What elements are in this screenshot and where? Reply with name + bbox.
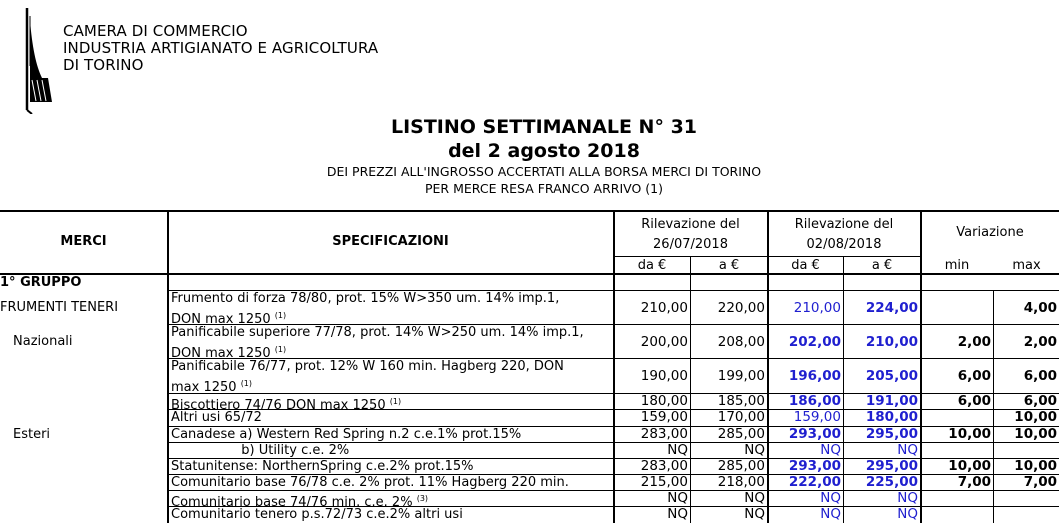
price-da-prev: 283,00 xyxy=(640,458,688,474)
spec-line: DON max 1250 $^{(1)}$ xyxy=(171,345,287,361)
spec-line: Panificabile superiore 77/78, prot. 14% W>250 um. 14% imp.1, xyxy=(171,325,584,340)
variation-max: 6,00 xyxy=(1023,368,1057,384)
header-da-2: da € xyxy=(791,258,820,273)
subcategory-nazionali: Nazionali xyxy=(13,334,73,349)
price-a-current: 295,00 xyxy=(865,458,918,474)
spec-line: max 1250 $^{(1)}$ xyxy=(171,379,253,395)
variation-max: 6,00 xyxy=(1023,393,1057,409)
price-da-current: 196,00 xyxy=(788,368,841,384)
price-a-current: 224,00 xyxy=(865,300,918,316)
header-rilevazione-2-date: 02/08/2018 xyxy=(806,237,882,252)
organization-name xyxy=(63,23,378,74)
header-min: min xyxy=(944,258,970,273)
header-max: max xyxy=(1012,258,1041,273)
price-a-prev: 285,00 xyxy=(717,426,765,442)
price-a-prev: 199,00 xyxy=(717,368,765,384)
price-a-prev: 218,00 xyxy=(717,474,765,490)
spec-line: Comunitario tenero p.s.72/73 c.e.2% altri usi xyxy=(171,507,463,522)
price-da-prev: 283,00 xyxy=(640,426,688,442)
price-a-prev: 208,00 xyxy=(717,334,765,350)
price-da-prev: 210,00 xyxy=(640,300,688,316)
listino-subtitle-1: DEI PREZZI ALL'INGROSSO ACCERTATI ALLA BORSA MERCI DI TORINO xyxy=(326,164,762,179)
variation-min: 6,00 xyxy=(957,368,991,384)
header-rilevazione-1: Rilevazione del xyxy=(641,217,740,232)
listino-subtitle-2: PER MERCE RESA FRANCO ARRIVO (1) xyxy=(425,181,663,196)
category-frumenti-teneri: FRUMENTI TENERI xyxy=(0,300,119,315)
price-a-current: NQ xyxy=(897,490,918,506)
variation-max: 10,00 xyxy=(1014,458,1057,474)
price-da-prev: NQ xyxy=(667,442,688,458)
price-da-prev: 215,00 xyxy=(640,474,688,490)
price-da-current: 186,00 xyxy=(788,393,841,409)
spec-line: Biscottiero 74/76 DON max 1250 $^{(1)}$ xyxy=(171,397,402,413)
price-a-current: NQ xyxy=(897,442,918,458)
listino-date: del 2 agosto 2018 xyxy=(448,140,640,162)
price-a-current: 295,00 xyxy=(865,426,918,442)
spec-line: Canadese a) Western Red Spring n.2 c.e.1% prot.15% xyxy=(171,427,522,442)
price-da-current: 293,00 xyxy=(788,426,841,442)
variation-min: 6,00 xyxy=(957,393,991,409)
footnote-ref: (3) xyxy=(416,494,429,503)
header-da-1: da € xyxy=(637,258,667,273)
price-a-prev: 185,00 xyxy=(717,393,765,409)
price-a-prev: NQ xyxy=(744,442,765,458)
variation-max: 10,00 xyxy=(1014,426,1057,442)
chamber-logo xyxy=(18,6,58,114)
price-a-current: 225,00 xyxy=(865,474,918,490)
price-da-prev: NQ xyxy=(667,490,688,506)
spec-line: b) Utility c.e. 2% xyxy=(171,443,350,458)
variation-min: 10,00 xyxy=(948,458,991,474)
variation-max: 2,00 xyxy=(1023,334,1057,350)
price-da-prev: NQ xyxy=(667,506,688,522)
footnote-ref: (1) xyxy=(389,397,402,406)
price-a-prev: NQ xyxy=(744,490,765,506)
price-da-current: 293,00 xyxy=(788,458,841,474)
org-line-3: DI TORINO xyxy=(63,56,144,74)
header-rilevazione-2: Rilevazione del xyxy=(794,217,894,232)
price-da-current: NQ xyxy=(820,442,841,458)
spec-line: DON max 1250 $^{(1)}$ xyxy=(171,311,287,327)
price-a-current: 205,00 xyxy=(865,368,918,384)
header-merci: MERCI xyxy=(60,234,107,249)
variation-min: 7,00 xyxy=(957,474,991,490)
header-a-2: a € xyxy=(871,258,893,273)
variation-max: 4,00 xyxy=(1023,300,1057,316)
spec-line: Comunitario base 76/78 c.e. 2% prot. 11% Hagberg 220 min. xyxy=(171,475,569,490)
price-da-current: 159,00 xyxy=(793,409,841,425)
price-da-prev: 159,00 xyxy=(640,409,688,425)
spec-line: Statunitense: NorthernSpring c.e.2% prot.15% xyxy=(171,459,474,474)
org-line-1: CAMERA DI COMMERCIO xyxy=(63,22,248,40)
header-a-1: a € xyxy=(718,258,740,273)
group-label: 1° GRUPPO xyxy=(0,275,82,290)
footnote-ref: (1) xyxy=(274,345,287,354)
price-da-current: 210,00 xyxy=(793,300,841,316)
price-a-prev: 170,00 xyxy=(717,409,765,425)
price-a-current: 191,00 xyxy=(865,393,918,409)
spec-line: Altri usi 65/72 xyxy=(171,410,262,425)
variation-max: 7,00 xyxy=(1023,474,1057,490)
org-line-2: INDUSTRIA ARTIGIANATO E AGRICOLTURA xyxy=(63,39,379,57)
price-a-current: NQ xyxy=(897,506,918,522)
price-da-current: NQ xyxy=(820,506,841,522)
price-a-prev: 285,00 xyxy=(717,458,765,474)
price-a-prev: NQ xyxy=(744,506,765,522)
header-variazione: Variazione xyxy=(956,225,1024,240)
spec-line: Comunitario base 74/76 min. c.e. 2% $^{(3)}$ xyxy=(171,494,429,510)
listino-title: LISTINO SETTIMANALE N° 31 xyxy=(390,116,698,138)
price-a-prev: 220,00 xyxy=(717,300,765,316)
header-rilevazione-1-date: 26/07/2018 xyxy=(653,237,728,252)
variation-min: 10,00 xyxy=(948,426,991,442)
price-da-current: 202,00 xyxy=(788,334,841,350)
price-da-current: 222,00 xyxy=(788,474,841,490)
price-da-prev: 200,00 xyxy=(640,334,688,350)
price-a-current: 180,00 xyxy=(865,409,918,425)
price-da-prev: 190,00 xyxy=(640,368,688,384)
footnote-ref: (1) xyxy=(240,379,253,388)
variation-max: 10,00 xyxy=(1014,409,1057,425)
spec-line: Panificabile 76/77, prot. 12% W 160 min. Hagberg 220, DON xyxy=(171,359,564,374)
header-specificazioni: SPECIFICAZIONI xyxy=(332,234,449,249)
footnote-ref: (1) xyxy=(274,311,287,320)
variation-min: 2,00 xyxy=(957,334,991,350)
subcategory-esteri: Esteri xyxy=(13,427,51,442)
spec-line: Frumento di forza 78/80, prot. 15% W>350 um. 14% imp.1, xyxy=(171,291,560,306)
price-da-prev: 180,00 xyxy=(640,393,688,409)
price-da-current: NQ xyxy=(820,490,841,506)
price-a-current: 210,00 xyxy=(865,334,918,350)
